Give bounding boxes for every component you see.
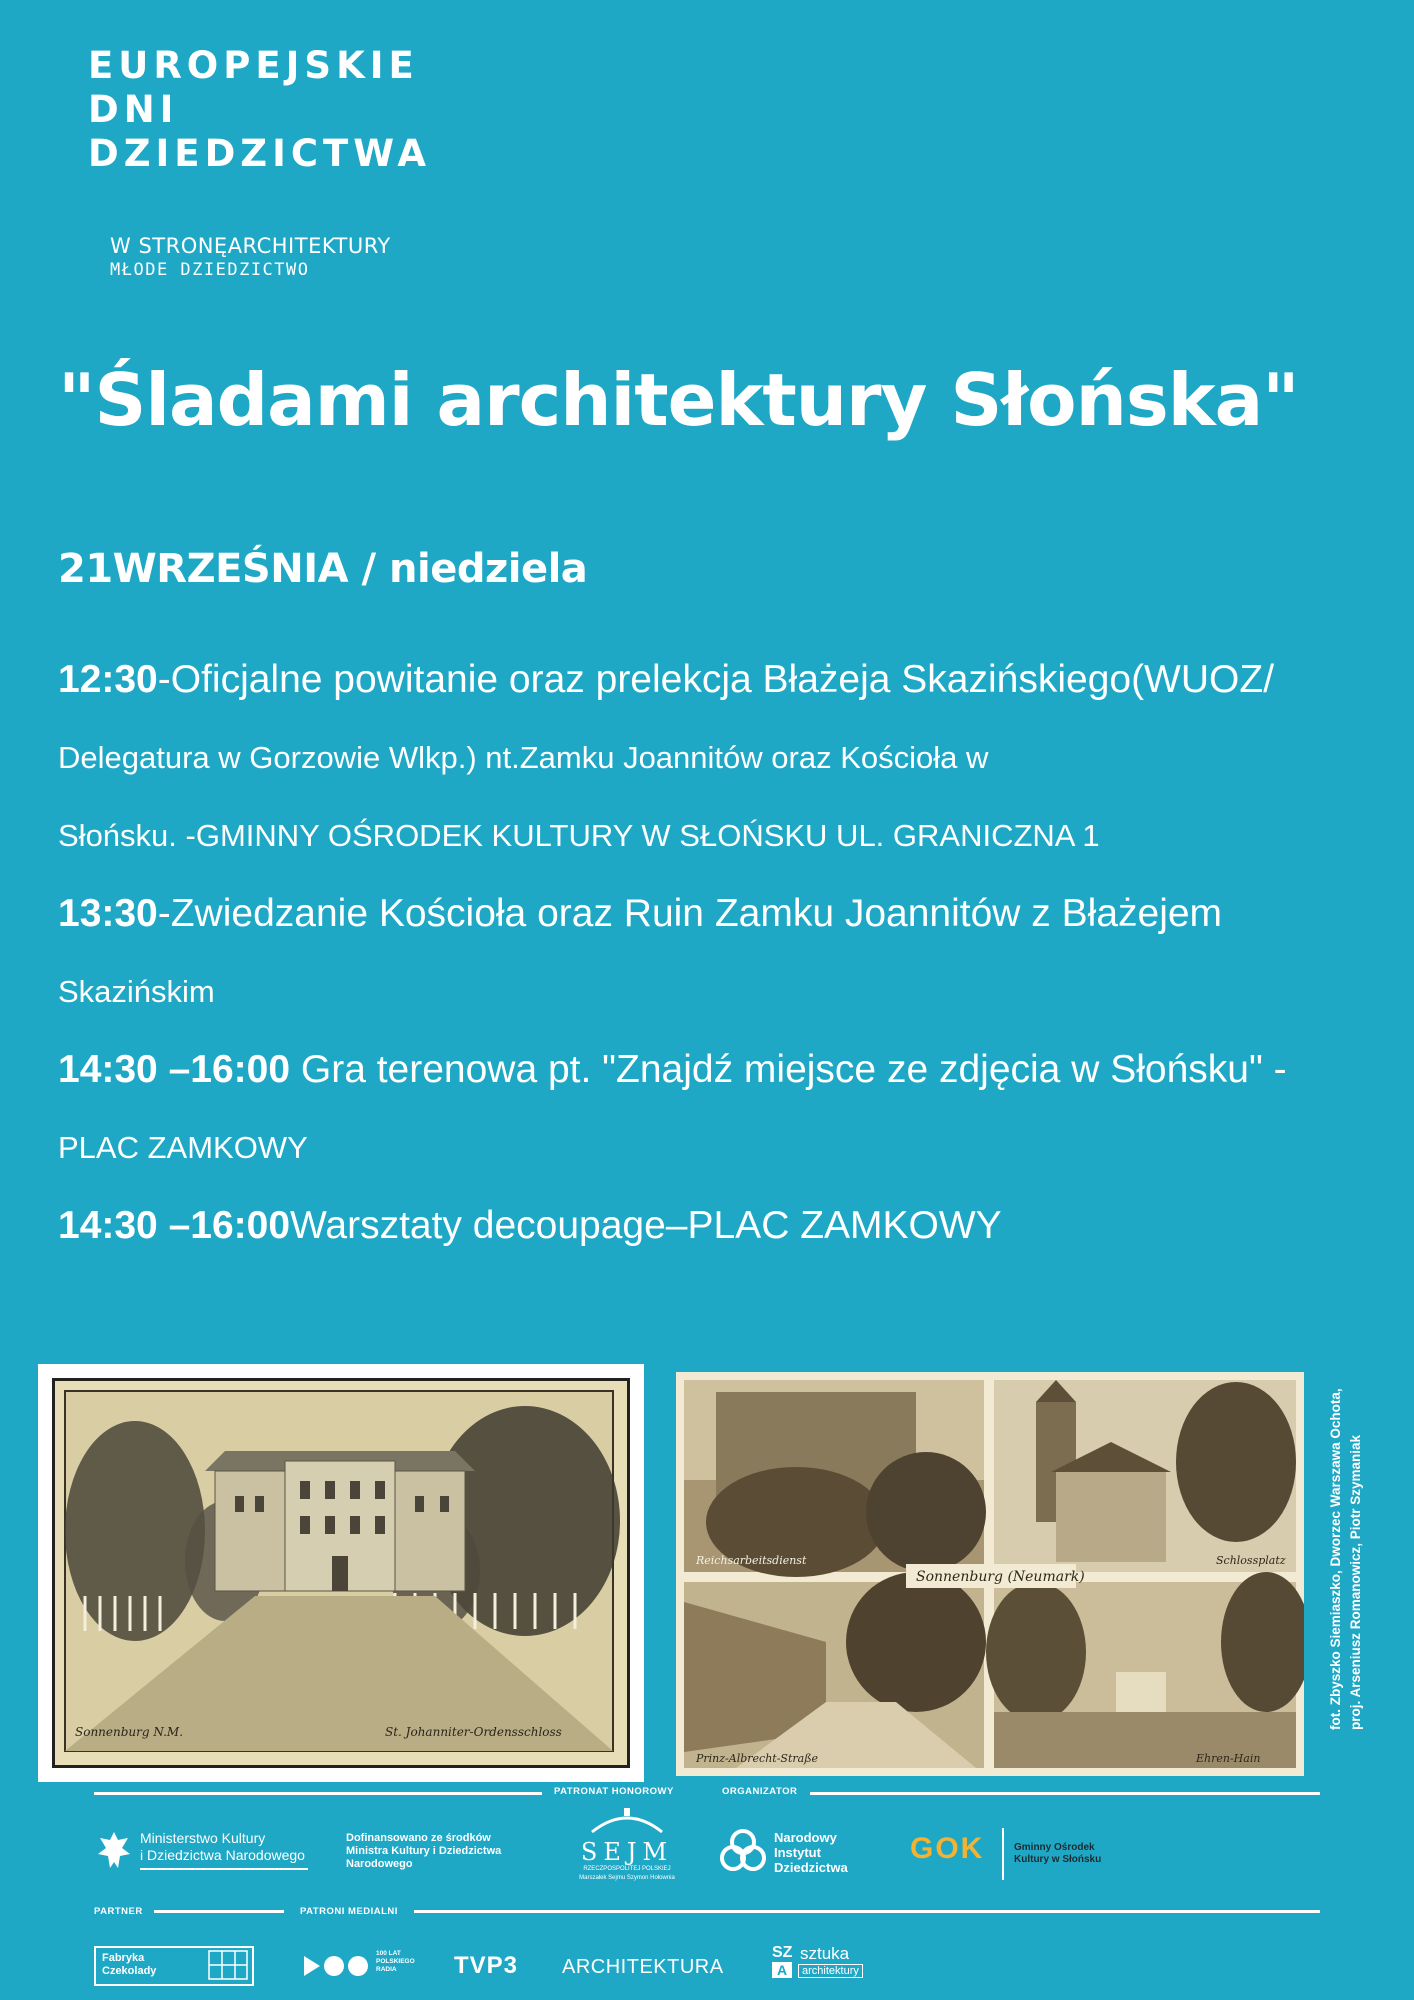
chocolate-grid-icon — [208, 1950, 248, 1980]
divider — [94, 1792, 542, 1795]
label-organizator: ORGANIZATOR — [722, 1786, 798, 1797]
schedule-text: PLAC ZAMKOWY — [58, 1130, 308, 1165]
schedule-time: 13:30 — [58, 892, 158, 935]
label-patronat: PATRONAT HONOROWY — [554, 1786, 674, 1797]
schedule-line — [58, 816, 1388, 894]
schedule-text: -Zwiedzanie Kościoła oraz Ruin Zamku Joannitów z Błażejem — [157, 892, 1223, 935]
schedule-line — [58, 894, 1388, 972]
tagline-sub: MŁODE DZIEDZICTWO — [110, 260, 310, 280]
panel-caption: Ehren-Hain — [1196, 1752, 1261, 1765]
castle-illustration — [55, 1381, 623, 1761]
sztuka-sz: SZ — [772, 1944, 793, 1961]
nid-line: Instytut — [774, 1845, 821, 1860]
panel-caption: Reichsarbeitsdienst — [696, 1554, 807, 1567]
nid-name — [774, 1830, 848, 1875]
photo-credit — [1326, 1350, 1366, 1730]
nid-icon — [720, 1828, 766, 1874]
label-partner: PARTNER — [94, 1906, 143, 1917]
gok-logo: GOK — [910, 1832, 985, 1865]
postcard-center-caption: Sonnenburg (Neumark) — [916, 1569, 1085, 1585]
schedule-time: 14:30 –16:00 — [58, 1204, 291, 1247]
divider — [140, 1868, 308, 1870]
ministry-line: Ministerstwo Kultury — [140, 1830, 266, 1846]
ministry-logo — [94, 1828, 134, 1877]
schedule-time: 14:30 –16:00 — [58, 1048, 291, 1091]
multiview-illustration — [676, 1372, 1304, 1776]
nid-line: Dziedzictwa — [774, 1860, 848, 1875]
dofinansowano-line: Dofinansowano ze środków — [346, 1832, 491, 1844]
divider — [414, 1910, 1320, 1913]
multiview-postcard-photo — [676, 1372, 1304, 1776]
fabryka-logo — [94, 1946, 254, 1986]
schedule-text: Słońsku. -GMINNY OŚRODEK KULTURY W SŁOŃSKU UL. GRANICZNA 1 — [58, 818, 1100, 853]
tvp3-logo: TVP3 — [454, 1952, 519, 1979]
schedule-text: Delegatura w Gorzowie Wlkp.) nt.Zamku Joannitów oraz Kościoła w — [58, 740, 989, 775]
schedule-line — [58, 660, 1388, 738]
gok-line: Gminny Ośrodek — [1014, 1842, 1095, 1853]
castle-postcard-photo — [38, 1364, 644, 1782]
fabryka-line: Fabryka — [102, 1952, 145, 1964]
panel-caption: Schlossplatz — [1216, 1554, 1286, 1567]
logo-line: DZIEDZICTWA — [88, 132, 432, 175]
schedule — [58, 660, 1388, 1284]
radio-logo — [304, 1954, 372, 1983]
schedule-text: Skazińskim — [58, 974, 215, 1009]
tagline-theme: W STRONĘARCHITEKTURY — [110, 234, 391, 258]
sztuka-word2: architektury — [798, 1964, 863, 1978]
edd-logo — [88, 44, 431, 176]
sztuka-word: sztuka — [800, 1944, 850, 1963]
divider — [154, 1910, 284, 1913]
tagline — [110, 234, 391, 280]
credit-line: fot. Zbyszko Siemiaszko, Dworzec Warszawa Ochota, — [1328, 1388, 1343, 1730]
postcard-caption-left: Sonnenburg N.M. — [75, 1725, 184, 1739]
sejm-logo — [572, 1808, 682, 1883]
radio-text — [376, 1950, 415, 1974]
radio-line: POLSKIEGO — [376, 1958, 415, 1965]
panel-caption: Prinz-Albrecht-Straße — [696, 1752, 819, 1765]
label-patroni: PATRONI MEDIALNI — [300, 1906, 398, 1917]
schedule-line — [58, 738, 1388, 816]
schedule-text: Gra terenowa pt. "Znajdź miejsce ze zdjęcia w Słońsku" - — [290, 1048, 1287, 1091]
architektura-logo: ARCHITEKTURA — [562, 1956, 724, 1978]
eagle-icon — [94, 1828, 134, 1872]
event-date: 21WRZEŚNIA / niedziela — [58, 546, 588, 592]
radio-line: 100 LAT — [376, 1950, 401, 1957]
schedule-line — [58, 1128, 1388, 1206]
schedule-text: Warsztaty decoupage–PLAC ZAMKOWY — [290, 1204, 1002, 1247]
radio-line: RADIA — [376, 1966, 397, 1973]
schedule-text: -Oficjalne powitanie oraz prelekcja Błażeja Skazińskiego(WUOZ/ — [157, 658, 1275, 701]
credit-line: proj. Arseniusz Romanowicz, Piotr Szymaniak — [1348, 1434, 1363, 1730]
schedule-line — [58, 1050, 1388, 1128]
dofinansowano-line: Ministra Kultury i Dziedzictwa — [346, 1845, 502, 1857]
event-title: "Śladami architektury Słońska" — [58, 358, 1299, 442]
sponsors-section — [94, 1784, 1320, 1994]
dofinansowano-line: Narodowego — [346, 1858, 413, 1870]
nid-line: Narodowy — [774, 1830, 837, 1845]
divider — [810, 1792, 1320, 1795]
postcard-caption-right: St. Johanniter-Ordensschloss — [385, 1725, 562, 1739]
schedule-line — [58, 972, 1388, 1050]
ministry-line: i Dziedzictwa Narodowego — [140, 1847, 305, 1863]
sejm-sub1: RZECZPOSPOLITEJ POLSKIEJ — [583, 1866, 671, 1872]
sejm-sub2: Marszałek Sejmu Szymon Hołownia — [579, 1875, 675, 1881]
schedule-time: 12:30 — [58, 658, 158, 701]
gok-name — [1014, 1842, 1101, 1866]
logo-line: EUROPEJSKIE — [88, 44, 419, 87]
divider — [1002, 1828, 1004, 1880]
ministry-name — [140, 1830, 305, 1864]
logo-line: DNI — [88, 88, 179, 131]
dofinansowano-text — [346, 1832, 501, 1871]
radio-dots-icon — [304, 1954, 372, 1978]
schedule-line — [58, 1206, 1388, 1284]
fabryka-line: Czekolady — [102, 1965, 157, 1977]
nid-logo — [720, 1828, 766, 1879]
sejm-name: SEJM — [580, 1838, 674, 1866]
sejm-dome-icon — [584, 1808, 670, 1834]
gok-line: Kultury w Słońsku — [1014, 1854, 1102, 1865]
sztuka-a: A — [772, 1962, 792, 1978]
